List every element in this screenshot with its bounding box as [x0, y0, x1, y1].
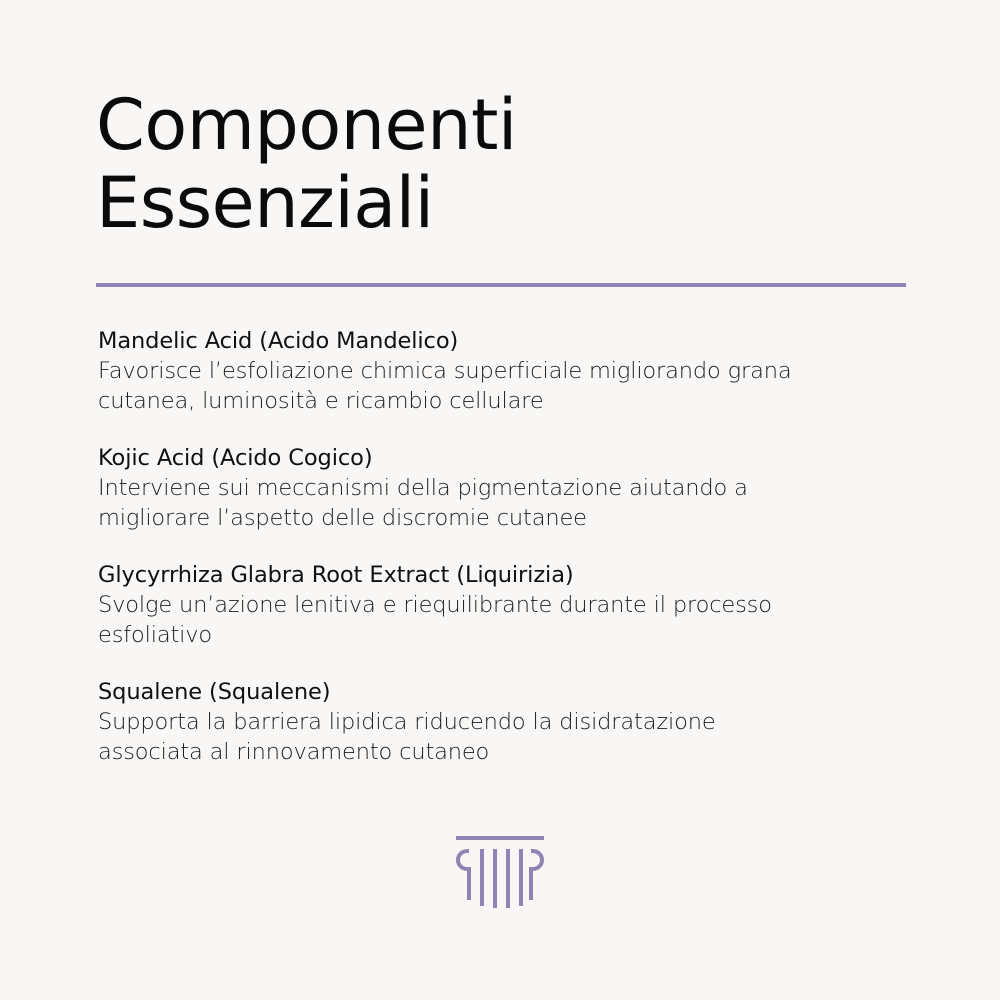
- ingredient-name: Kojic Acid (Acido Cogico): [98, 445, 373, 471]
- ingredient-description-line: Favorisce l’esfoliazione chimica superficiale migliorando grana: [98, 358, 792, 384]
- ingredient-name: Mandelic Acid (Acido Mandelico): [98, 328, 459, 354]
- ingredient-name: Glycyrrhiza Glabra Root Extract (Liquirizia): [98, 562, 574, 588]
- ingredient-glycyrrhiza-extract: [98, 560, 898, 650]
- ingredient-description: [98, 707, 898, 767]
- ingredients-list: [98, 326, 898, 794]
- page-title: [96, 86, 916, 242]
- page-title-line-1: Componenti: [96, 84, 517, 166]
- ingredient-description-line: esfoliativo: [98, 622, 213, 648]
- ingredient-description-line: Interviene sui meccanismi della pigmentazione aiutando a: [98, 475, 748, 501]
- ingredient-mandelic-acid: [98, 326, 898, 416]
- ingredient-description-line: migliorare l’aspetto delle discromie cutanee: [98, 505, 587, 531]
- ingredient-description: [98, 473, 898, 533]
- ingredient-squalene: [98, 677, 898, 767]
- ingredient-description: [98, 590, 898, 650]
- ingredient-kojic-acid: [98, 443, 898, 533]
- title-divider: [96, 283, 906, 287]
- ingredient-description-line: Svolge un’azione lenitiva e riequilibrante durante il processo: [98, 592, 772, 618]
- ingredient-description-line: cutanea, luminosità e ricambio cellulare: [98, 388, 544, 414]
- ingredient-name: Squalene (Squalene): [98, 679, 331, 705]
- column-logo-icon: [456, 836, 544, 908]
- page-title-line-2: Essenziali: [96, 162, 434, 244]
- ingredient-description-line: Supporta la barriera lipidica riducendo la disidratazione: [98, 709, 716, 735]
- ingredient-description: [98, 356, 898, 416]
- ingredient-description-line: associata al rinnovamento cutaneo: [98, 739, 490, 765]
